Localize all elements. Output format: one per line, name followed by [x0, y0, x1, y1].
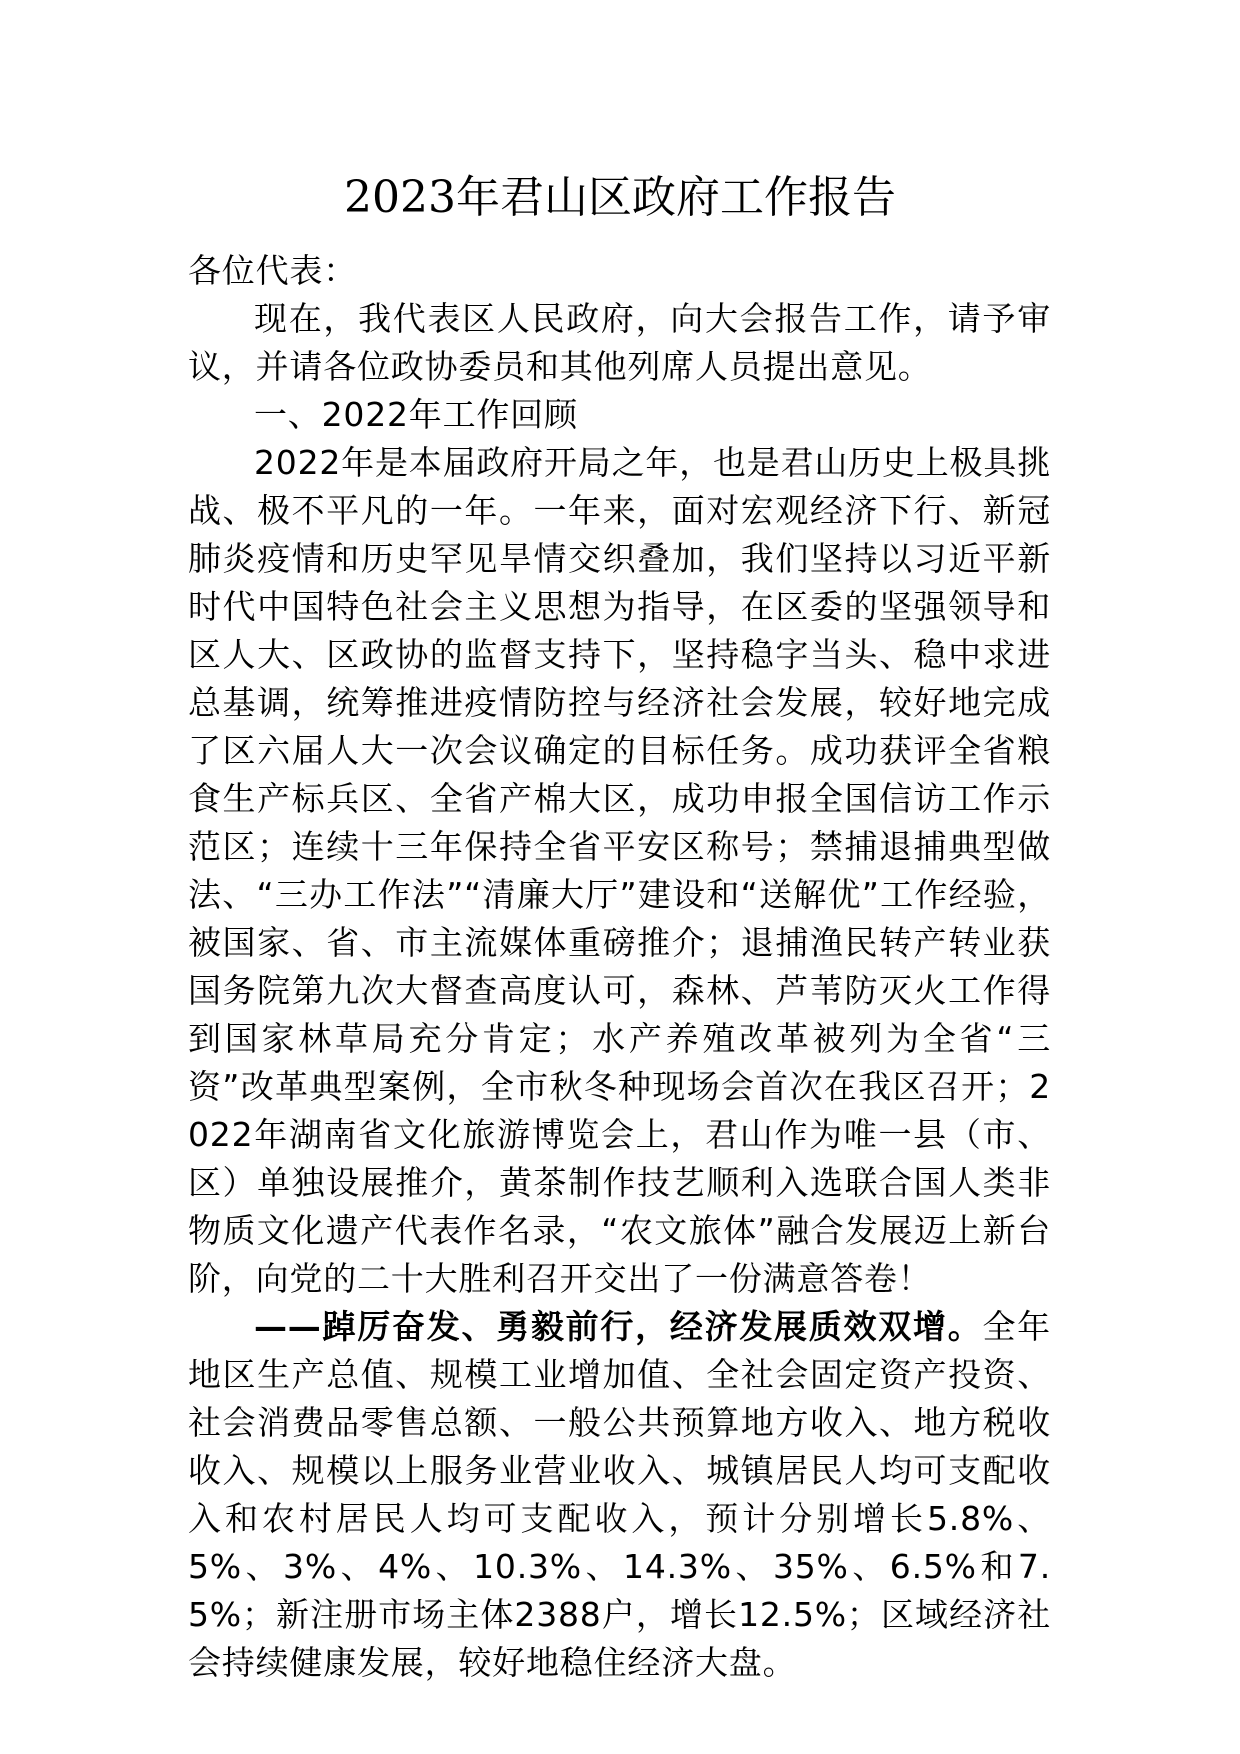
review-paragraph: 2022年是本届政府开局之年，也是君山历史上极具挑战、极不平凡的一年。一年来，面对宏观经济下行、新冠肺炎疫情和历史罕见旱情交织叠加，我们坚持以习近平新时代中国特色社会主义思想为指导，在区委的坚强领导和区人大、区政协的监督支持下，坚持稳字当头、稳中求进总基调，统筹推进疫情防控与经济社会发展，较好地完成了区六届人大一次会议确定的目标任务。成功获评全省粮食生产标兵区、全省产棉大区，成功申报全国信访工作示范区；连续十三年保持全省平安区称号；禁捕退捕典型做法、“三办工作法”“清廉大厅”建设和“送解优”工作经验，被国家、省、市主流媒体重磅推介；退捕渔民转产转业获国务院第九次大督查高度认可，森林、芦苇防灭火工作得到国家林草局充分肯定；水产养殖改革被列为全省“三资”改革典型案例，全市秋冬种现场会首次在我区召开；2022年湖南省文化旅游博览会上，君山作为唯一县（市、区）单独设展推介，黄茶制作技艺顺利入选联合国人类非物质文化遗产代表作名录，“农文旅体”融合发展迈上新台阶，向党的二十大胜利召开交出了一份满意答卷！ — [188, 443, 1051, 1298]
economy-paragraph — [188, 1303, 1051, 1687]
intro-paragraph: 现在，我代表区人民政府，向大会报告工作，请予审议，并请各位政协委员和其他列席人员提出意见。 — [188, 299, 1051, 386]
economy-text: 全年地区生产总值、规模工业增加值、全社会固定资产投资、社会消费品零售总额、一般公共预算地方收入、地方税收收入、规模以上服务业营业收入、城镇居民人均可支配收入和农村居民人均可支配收入，预计分别增长5.8%、5%、3%、4%、10.3%、14.3%、35%、6.5%和7.5%；新注册市场主体2388户，增长12.5%；区域经济社会持续健康发展，较好地稳住经济大盘。 — [188, 1307, 1051, 1682]
salutation: 各位代表： — [188, 251, 357, 290]
economy-lead: ——踔厉奋发、勇毅前行，经济发展质效双增。 — [254, 1307, 983, 1346]
section-heading: 一、2022年工作回顾 — [254, 395, 578, 434]
document-title: 2023年君山区政府工作报告 — [344, 172, 896, 223]
document-body — [188, 247, 1051, 1687]
